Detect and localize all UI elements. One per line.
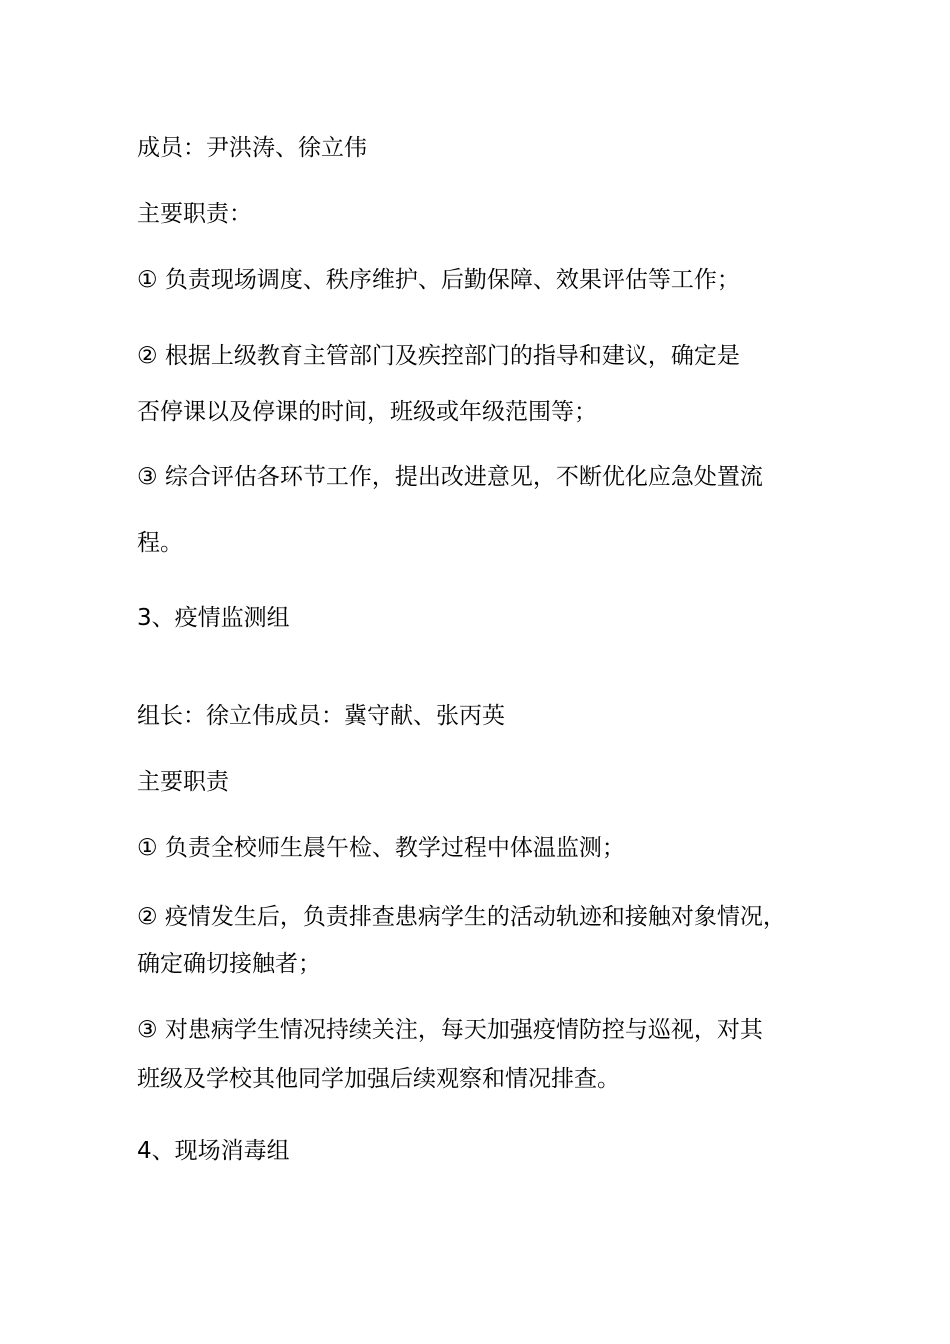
monitor-duty-2-line-1: ② 疫情发生后，负责排查患病学生的活动轨迹和接触对象情况，	[137, 904, 786, 930]
section-heading-3: 3、疫情监测组	[137, 605, 290, 631]
duty-item-2-line-2: 否停课以及停课的时间，班级或年级范围等；	[137, 399, 597, 425]
duties-heading: 主要职责：	[137, 201, 252, 227]
leader-members-line: 组长：徐立伟成员：冀守献、张丙英	[137, 703, 505, 729]
monitor-duty-3-line-1: ③ 对患病学生情况持续关注，每天加强疫情防控与巡视，对其	[137, 1017, 763, 1043]
section-heading-4: 4、现场消毒组	[137, 1138, 290, 1164]
duty-item-3-line-1: ③ 综合评估各环节工作，提出改进意见，不断优化应急处置流	[137, 464, 763, 490]
duty-item-3-line-2: 程。	[137, 530, 183, 556]
monitor-duty-3-line-2: 班级及学校其他同学加强后续观察和情况排查。	[137, 1066, 620, 1092]
duty-item-1: ① 负责现场调度、秩序维护、后勤保障、效果评估等工作；	[137, 267, 740, 293]
duty-item-2-line-1: ② 根据上级教育主管部门及疾控部门的指导和建议，确定是	[137, 343, 740, 369]
duties-heading-2: 主要职责	[137, 769, 229, 795]
monitor-duty-1: ① 负责全校师生晨午检、教学过程中体温监测；	[137, 835, 625, 861]
members-line: 成员：尹洪涛、徐立伟	[137, 135, 367, 161]
monitor-duty-2-line-2: 确定确切接触者；	[137, 951, 321, 977]
